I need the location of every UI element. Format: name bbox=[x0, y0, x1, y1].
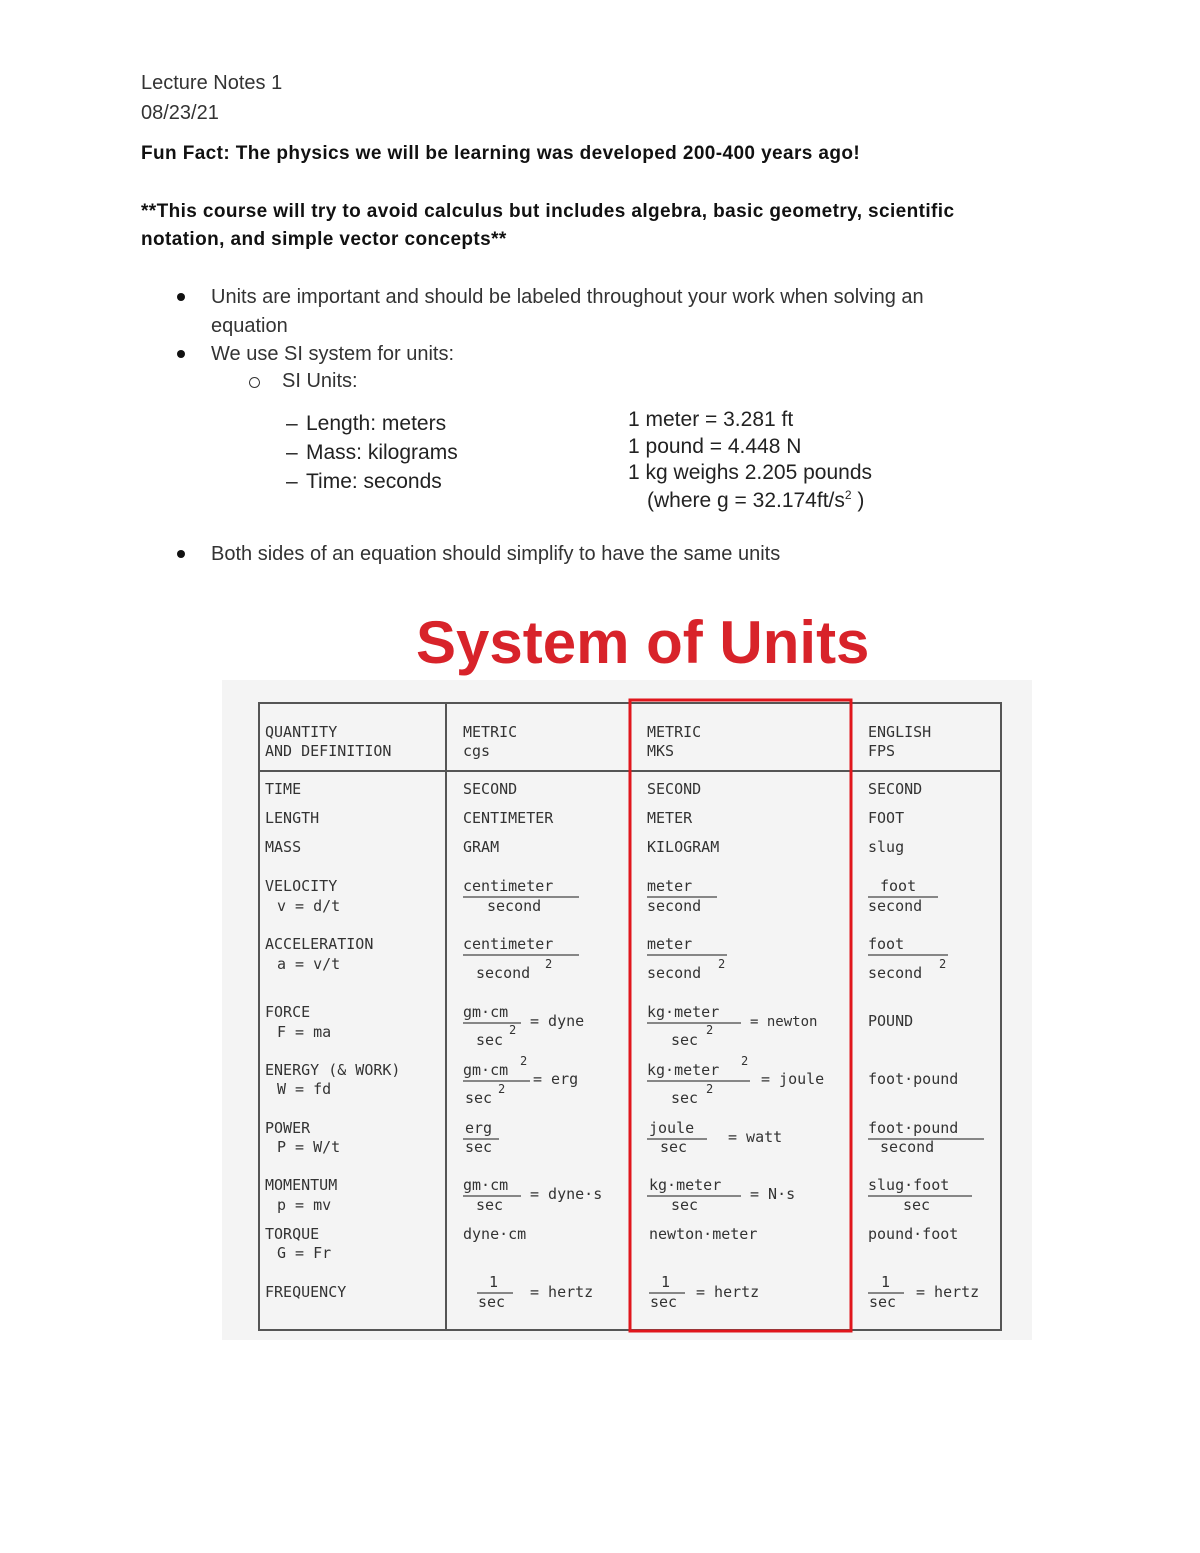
conversion-gravity: (where $g = 32.174ft/s^2$ ) bbox=[647, 488, 865, 512]
qty-momentum: MOMENTUM bbox=[265, 1176, 338, 1194]
header-fps: FPS bbox=[868, 742, 896, 760]
mks-mom-den: sec bbox=[671, 1196, 699, 1214]
cgs-mom-den: sec bbox=[476, 1196, 504, 1214]
mks-freq-den: sec bbox=[650, 1293, 678, 1311]
si-unit-length: – Length: meters bbox=[286, 412, 447, 435]
course-note-line-1: **This course will try to avoid calculus but includes algebra, basic geometry, scientific bbox=[141, 201, 955, 222]
fps-force: POUND bbox=[868, 1012, 914, 1030]
bullet-units-important-line-2: equation bbox=[211, 315, 288, 337]
mks-mom-eq: = N·s bbox=[750, 1185, 796, 1203]
document-title: Lecture Notes 1 bbox=[141, 72, 283, 94]
superscript: 2 bbox=[741, 1054, 749, 1068]
fps-acc-num: foot bbox=[868, 935, 905, 953]
superscript: 2 bbox=[520, 1054, 528, 1068]
cgs-freq-eq: = hertz bbox=[530, 1283, 594, 1301]
fun-fact: Fun Fact: The physics we will be learning was developed 200-400 years ago! bbox=[141, 143, 861, 164]
fps-power-den: second bbox=[880, 1138, 935, 1156]
bullet-si-system: We use SI system for units: bbox=[211, 343, 455, 365]
mks-velocity-den: second bbox=[647, 897, 702, 915]
mks-time: SECOND bbox=[647, 780, 702, 798]
mks-power-den: sec bbox=[660, 1138, 688, 1156]
superscript: 2 bbox=[498, 1082, 506, 1096]
mks-energy-eq: = joule bbox=[761, 1070, 825, 1088]
mks-freq-num: 1 bbox=[661, 1273, 671, 1291]
cgs-velocity-num: centimeter bbox=[463, 877, 554, 895]
cgs-mass: GRAM bbox=[463, 838, 500, 856]
si-unit-mass: – Mass: kilograms bbox=[286, 441, 458, 464]
cgs-mom-eq: = dyne·s bbox=[530, 1185, 603, 1203]
header-english: ENGLISH bbox=[868, 723, 932, 741]
superscript: 2 bbox=[509, 1023, 517, 1037]
fps-power-num: foot·pound bbox=[868, 1119, 959, 1137]
fps-velocity-den: second bbox=[868, 897, 923, 915]
bullet-both-sides: Both sides of an equation should simplify to have the same units bbox=[211, 543, 781, 565]
fps-acc-den: second bbox=[868, 964, 923, 982]
mks-force-eq: = newton bbox=[750, 1014, 818, 1030]
mks-mass: KILOGRAM bbox=[647, 838, 720, 856]
mks-mom-num: kg·meter bbox=[649, 1176, 722, 1194]
conversion-meter: 1 meter = 3.281 ft bbox=[628, 408, 794, 431]
header-cgs-metric: METRIC bbox=[463, 723, 518, 741]
cgs-power-num: erg bbox=[465, 1119, 493, 1137]
mks-energy-den: sec bbox=[671, 1089, 699, 1107]
table-title: System of Units bbox=[416, 609, 870, 676]
cgs-velocity-den: second bbox=[487, 897, 542, 915]
superscript: 2 bbox=[718, 957, 726, 971]
conversion-pound: 1 pound = 4.448 N bbox=[628, 435, 802, 458]
cgs-time: SECOND bbox=[463, 780, 518, 798]
fps-length: FOOT bbox=[868, 809, 905, 827]
mks-energy-num: kg·meter bbox=[647, 1061, 720, 1079]
cgs-length: CENTIMETER bbox=[463, 809, 554, 827]
header-cgs: cgs bbox=[463, 742, 491, 760]
qty-mass: MASS bbox=[265, 838, 302, 856]
qty-length: LENGTH bbox=[265, 809, 320, 827]
qty-power: POWER bbox=[265, 1119, 311, 1137]
fps-mom-den: sec bbox=[903, 1196, 931, 1214]
superscript: 2 bbox=[706, 1082, 714, 1096]
header-quantity: QUANTITY bbox=[265, 723, 338, 741]
cgs-acc-den: second bbox=[476, 964, 531, 982]
superscript: 2 bbox=[706, 1023, 714, 1037]
fps-freq-den: sec bbox=[869, 1293, 897, 1311]
header-mks-metric: METRIC bbox=[647, 723, 702, 741]
superscript: 2 bbox=[545, 957, 553, 971]
bullet-units-important-line-1: Units are important and should be labeled throughout your work when solving an bbox=[211, 286, 924, 308]
mks-acc-num: meter bbox=[647, 935, 693, 953]
cgs-mom-num: gm·cm bbox=[463, 1176, 509, 1194]
fps-freq-num: 1 bbox=[881, 1273, 891, 1291]
qty-acceleration: ACCELERATION bbox=[265, 935, 374, 953]
qty-power-def: P = W/t bbox=[277, 1138, 341, 1156]
qty-energy: ENERGY (& WORK) bbox=[265, 1061, 401, 1079]
mks-power-eq: = watt bbox=[728, 1128, 783, 1146]
fps-mass: slug bbox=[868, 838, 905, 856]
course-note-line-2: notation, and simple vector concepts** bbox=[141, 229, 507, 250]
fps-mom-num: slug·foot bbox=[868, 1176, 950, 1194]
cgs-energy-den: sec bbox=[465, 1089, 493, 1107]
fps-freq-eq: = hertz bbox=[916, 1283, 980, 1301]
fps-energy: foot·pound bbox=[868, 1070, 959, 1088]
cgs-force-num: gm·cm bbox=[463, 1003, 509, 1021]
mks-torque: newton·meter bbox=[649, 1225, 758, 1243]
mks-power-num: joule bbox=[649, 1119, 695, 1137]
superscript: 2 bbox=[939, 957, 947, 971]
header-mks: MKS bbox=[647, 742, 675, 760]
cgs-energy-num: gm·cm bbox=[463, 1061, 509, 1079]
cgs-energy-eq: = erg bbox=[533, 1070, 579, 1088]
mks-freq-eq: = hertz bbox=[696, 1283, 760, 1301]
qty-velocity: VELOCITY bbox=[265, 877, 338, 895]
mks-force-num: kg·meter bbox=[647, 1003, 720, 1021]
mks-length: METER bbox=[647, 809, 693, 827]
cgs-acc-num: centimeter bbox=[463, 935, 554, 953]
fps-velocity-num: foot bbox=[880, 877, 917, 895]
qty-force: FORCE bbox=[265, 1003, 311, 1021]
fps-time: SECOND bbox=[868, 780, 923, 798]
cgs-freq-den: sec bbox=[478, 1293, 506, 1311]
qty-momentum-def: p = mv bbox=[277, 1196, 332, 1214]
mks-force-den: sec bbox=[671, 1031, 699, 1049]
mks-velocity-num: meter bbox=[647, 877, 693, 895]
conversion-kg: 1 kg weighs 2.205 pounds bbox=[628, 461, 873, 484]
fps-torque: pound·foot bbox=[868, 1225, 959, 1243]
si-unit-time: – Time: seconds bbox=[286, 470, 442, 493]
qty-force-def: F = ma bbox=[277, 1023, 332, 1041]
document-date: 08/23/21 bbox=[141, 102, 219, 124]
qty-frequency: FREQUENCY bbox=[265, 1283, 347, 1301]
qty-torque-def: G = Fr bbox=[277, 1244, 332, 1262]
cgs-force-den: sec bbox=[476, 1031, 504, 1049]
si-units-label: SI Units: bbox=[282, 370, 358, 392]
qty-time: TIME bbox=[265, 780, 302, 798]
header-definition: AND DEFINITION bbox=[265, 742, 392, 760]
cgs-torque: dyne·cm bbox=[463, 1225, 527, 1243]
qty-energy-def: W = fd bbox=[277, 1080, 332, 1098]
mks-acc-den: second bbox=[647, 964, 702, 982]
qty-velocity-def: v = d/t bbox=[277, 897, 341, 915]
cgs-freq-num: 1 bbox=[489, 1273, 499, 1291]
qty-torque: TORQUE bbox=[265, 1225, 320, 1243]
cgs-force-eq: = dyne bbox=[530, 1012, 585, 1030]
cgs-power-den: sec bbox=[465, 1138, 493, 1156]
qty-acceleration-def: a = v/t bbox=[277, 955, 341, 973]
